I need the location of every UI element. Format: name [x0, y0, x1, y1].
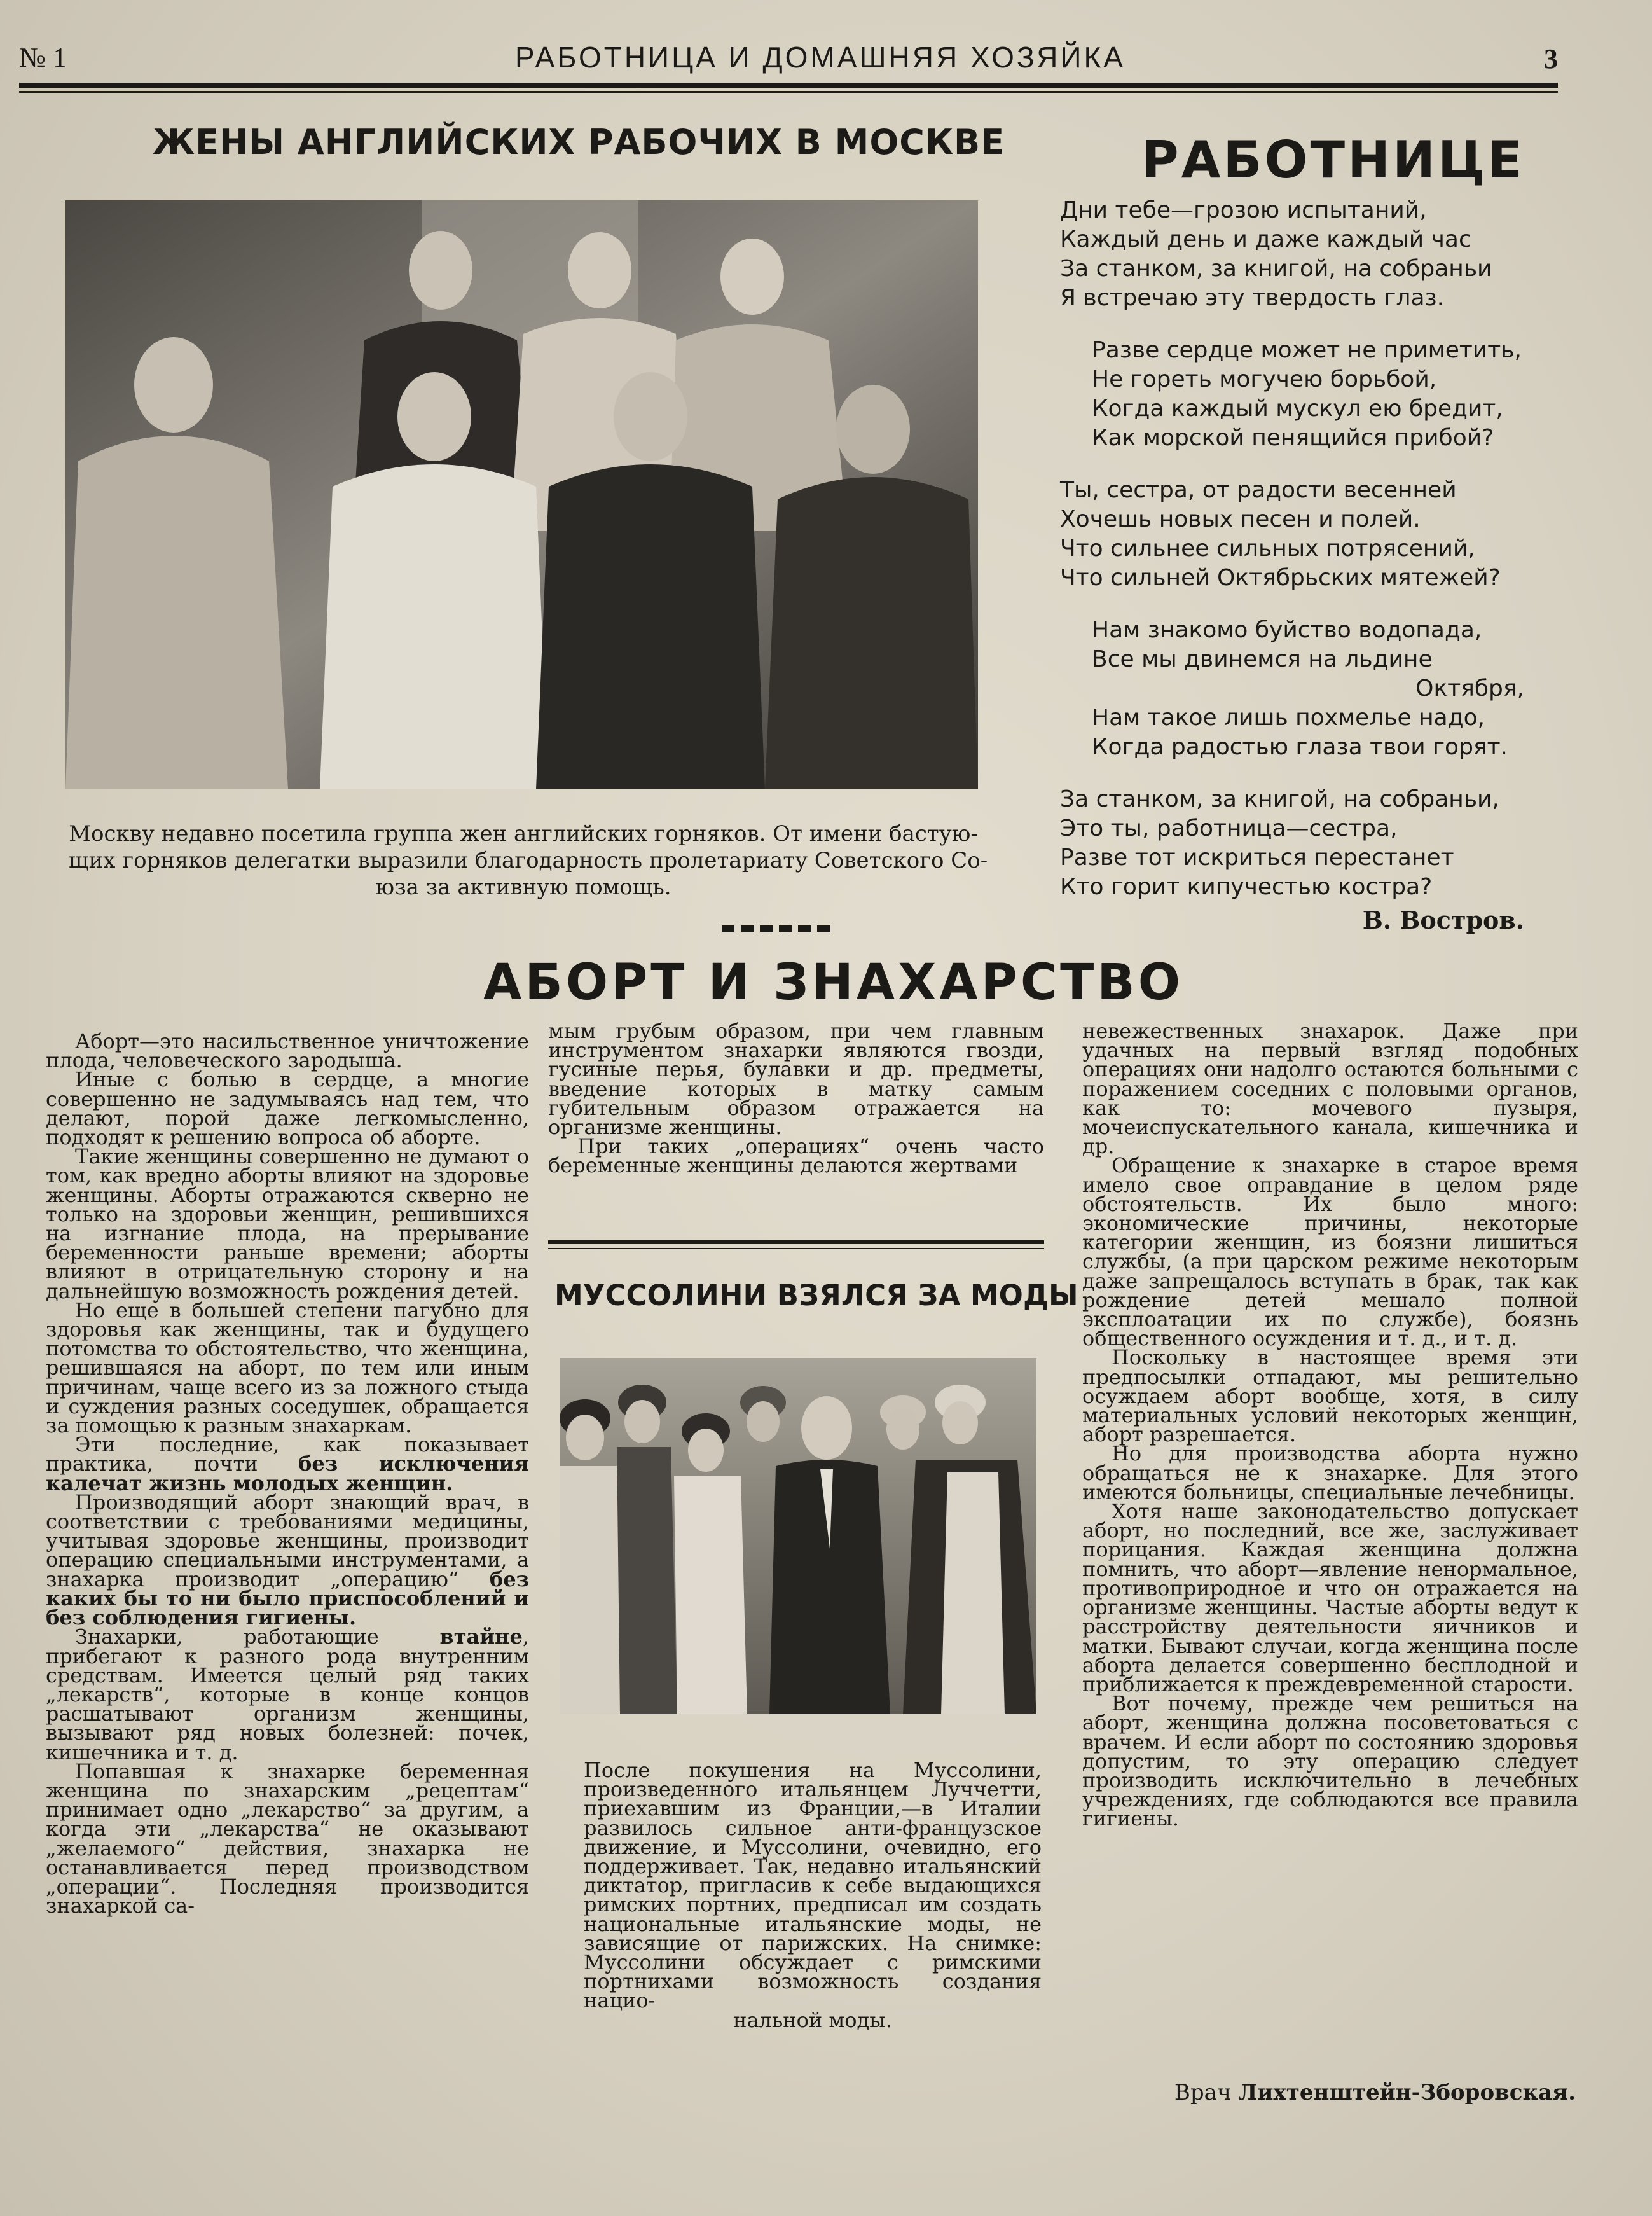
text-run: Эти последние, как показывает практика, почти [46, 1432, 529, 1476]
caption-end: нальной моды. [733, 2007, 892, 2032]
caption-line: Москву недавно посетила группа жен английских горняков. От имени бастую- [69, 821, 978, 847]
text-run: Знахарки, работающие [75, 1624, 440, 1649]
mussolini-caption [584, 1758, 1042, 2032]
issue-number: № 1 [19, 42, 67, 73]
bold-phrase: втайне [439, 1624, 523, 1649]
poem-title: РАБОТНИЦЕ [1141, 130, 1525, 190]
article-signature [1174, 2080, 1576, 2105]
poem-stanza [1060, 336, 1556, 453]
paragraph: Вот почему, прежде чем решиться на аборт, женщина должна посоветоваться с врачем. И если аборт по состоянию здоровья допустим, то эту операцию следует производить исключительно в лечебных учреждениях, где соблюдаются все правила гигиены. [1082, 1691, 1578, 1831]
poem-line: Я встречаю эту твердость глаз. [1060, 285, 1445, 311]
poem-line: За станком, за книгой, на собраньи, [1060, 786, 1499, 812]
paragraph: Хотя наше законодательство допускает аборт, но последний, все же, заслуживает порицания. Каждая женщина должна помнить, что аборт—явление ненормальное, противоприродное и что он отражается на организме женщины. Частые аборты ведут к расстройству деятельности яичников и матки. Бывают случаи, когда женщина после аборта делается совершенно бесплодной и приближается к преждевременной старости. [1082, 1499, 1578, 1696]
poem-line: Как морской пенящийся прибой? [1092, 425, 1494, 451]
paragraph: Попавшая к знахарке беременная женщина по знахарским „рецептам“ принимает одно „лекарство“ за другим, а когда эти „лекарства“ не оказывают „желаемого“ действия, знахарка не останавливается перед производством „операции“. Последняя производится знахаркой са- [46, 1759, 529, 1918]
paragraph: После покушения на Муссолини, произведенного итальянцем Луччетти, приехавшим из Франции,—в Италии развилось сильное анти-французское движение, и Муссолини, очевидно, его поддерживает. Так, недавно итальянский диктатор, пригласив к себе выдающихся римских портних, предписал им создать национальные итальянские моды, не зависящие от парижских. На снимке: Муссолини обсуждает с римскими портнихами возможность создания нацио- [584, 1758, 1042, 2013]
masthead [19, 35, 1558, 86]
section-divider [722, 925, 830, 939]
poem-line: Дни тебе—грозою испытаний, [1060, 197, 1427, 223]
bold-phrase: без исключения калечат жизнь молодых женщин. [46, 1451, 530, 1495]
poem-line: Что сильней Октябрьских мятежей? [1060, 565, 1501, 591]
paragraph: При таких „операциях“ очень часто беременные женщины делаются жертвами [548, 1134, 1044, 1178]
poem-line: Что сильнее сильных потрясений, [1060, 536, 1475, 562]
publication-title: РАБОТНИЦА И ДОМАШНЯЯ ХОЗЯЙКА [515, 41, 1125, 74]
paragraph: Поскольку в настоящее время эти предпосылки отпадают, мы решительно осуждаем аборт вообще, хотя, в силу материальных условий некоторых женщин, аборт разрешается. [1082, 1345, 1578, 1447]
paragraph: Такие женщины совершенно не думают о том, как вредно аборты влияют на здоровье женщины. Аборты отражаются скверно не только на здоровьи женщин, решившихся на изгнание плода, на прерывание беременности раньше времени; аборты влияют в отрицательную сторону и на дальнейшую возможность рождения детей. [46, 1144, 529, 1303]
poem-line: Ты, сестра, от радости весенней [1060, 477, 1457, 503]
paragraph: Но для производства аборта нужно обращаться не к знахарке. Для этого имеются больницы, специальные лечебницы. [1082, 1441, 1578, 1504]
wives-group-photo [65, 200, 978, 789]
caption-line: щих горняков делегатки выразили благодарность пролетариату Советского Со- [69, 848, 988, 874]
paragraph: мым грубым образом, при чем главным инструментом знахарки являются гвозди, гусиные перья, булавки и др. предметы, введение которых в матку самым губительным образом отражается на организме женщины. [548, 1019, 1044, 1140]
poem-line: За станком, за книгой, на собраньи [1060, 256, 1492, 282]
paragraph: Иные с болью в сердце, а многие совершенно не задумываясь над тем, что делают, порой даже легкомысленно, подходят к решению вопроса об аборте. [46, 1067, 529, 1150]
abortion-headline: АБОРТ И ЗНАХАРСТВО [483, 954, 1184, 1011]
paragraph: Но еще в большей степени пагубно для здоровья как женщины, так и будущего потомства то обстоятельство, что женщина, решившаяся на аборт, по тем или иным причинам, чаще всего из за ложного стыда и суждения разных соседушек, обращается за помощью к разным знахаркам. [46, 1298, 529, 1438]
poem-author: В. Востров. [1362, 906, 1524, 934]
abortion-column-3 [1082, 1021, 1578, 1829]
poem-line: Это ты, работница—сестра, [1060, 815, 1398, 841]
paragraph [46, 1490, 529, 1630]
poem-stanza [1060, 476, 1556, 593]
caption-line: юза за активную помощь. [375, 875, 671, 901]
poem-stanza [1060, 616, 1556, 762]
signature-name: Лихтенштейн-Зборовская. [1238, 2080, 1576, 2105]
mussolini-headline: МУССОЛИНИ ВЗЯЛСЯ ЗА МОДЫ [554, 1278, 1078, 1312]
poem-line: Каждый день и даже каждый час [1060, 226, 1471, 253]
bold-phrase: без каких бы то ни было приспособлений и без соблюдения гигиены. [46, 1567, 529, 1630]
masthead-rule-thin [19, 91, 1558, 93]
poem-stanza [1060, 785, 1556, 902]
masthead-rule [19, 83, 1558, 88]
section-rule [548, 1240, 1044, 1244]
wives-caption [69, 821, 988, 901]
abortion-column-2 [548, 1019, 1044, 1178]
text-run: , прибегают к разного рода внутренним средствам. Имеется целый ряд таких „лекарств“, которые в конце концов расшатывают организм женщины, вызывают ряд новых болезней: почек, кишечника и т. д. [46, 1624, 529, 1764]
poem-line: Хочешь новых песен и полей. [1060, 506, 1421, 532]
paragraph [46, 1432, 530, 1495]
poem-line: Нам знакомо буйство водопада, [1092, 617, 1482, 643]
poem-stanza [1060, 196, 1556, 313]
paragraph: Аборт—это насильственное уничтожение плода, человеческого зародыша. [46, 1029, 529, 1073]
abortion-column-1 [46, 1029, 530, 1918]
paragraph: Обращение к знахарке в старое время имело свое оправдание в целом ряде обстоятельств. Их было много: экономические причины, некоторые категории женщин, из боязни лишиться службы, (а при царском режиме некоторым даже запрещалось вступать в брак, так как рождение детей мешало полной эксплоатации их по службе), боязнь общественного осуждения и т. д., и т. д. [1082, 1153, 1578, 1351]
paragraph: невежественных знахарок. Даже при удачных на первый взгляд подобных операциях они надолго остаются больными с поражением соседних с половыми органов, как то: мочевого пузыря, мочеиспускательного канала, кишечника и др. [1082, 1019, 1578, 1159]
poem-line: Октября, [1415, 675, 1524, 702]
mussolini-photo [560, 1358, 1036, 1714]
poem-line: Когда каждый мускул ею бредит, [1092, 396, 1503, 422]
page-number: 3 [1544, 43, 1558, 74]
poem-line: Разве сердце может не приметить, [1092, 337, 1522, 363]
poem-line: Когда радостью глаза твои горят. [1092, 734, 1508, 760]
poem-line: Все мы двинемся на льдине [1092, 646, 1433, 672]
section-rule-thin [548, 1248, 1044, 1249]
poem-line: Нам такое лишь похмелье надо, [1092, 705, 1485, 731]
poem [1060, 196, 1556, 934]
poem-line: Кто горит кипучестью костра? [1060, 874, 1433, 900]
text-run: Производящий аборт знающий врач, в соответствии с требованиями медицины, учитывая здоровье женщины, производит операцию специальными инструментами, а знахарка производит „операцию“ [46, 1490, 529, 1591]
paragraph [46, 1624, 529, 1764]
poem-line: Разве тот искриться перестанет [1060, 845, 1454, 871]
poem-line: Не гореть могучею борьбой, [1092, 366, 1437, 392]
wives-headline: ЖЕНЫ АНГЛИЙСКИХ РАБОЧИХ В МОСКВЕ [153, 122, 1005, 162]
signature-title: Врач [1174, 2080, 1239, 2105]
